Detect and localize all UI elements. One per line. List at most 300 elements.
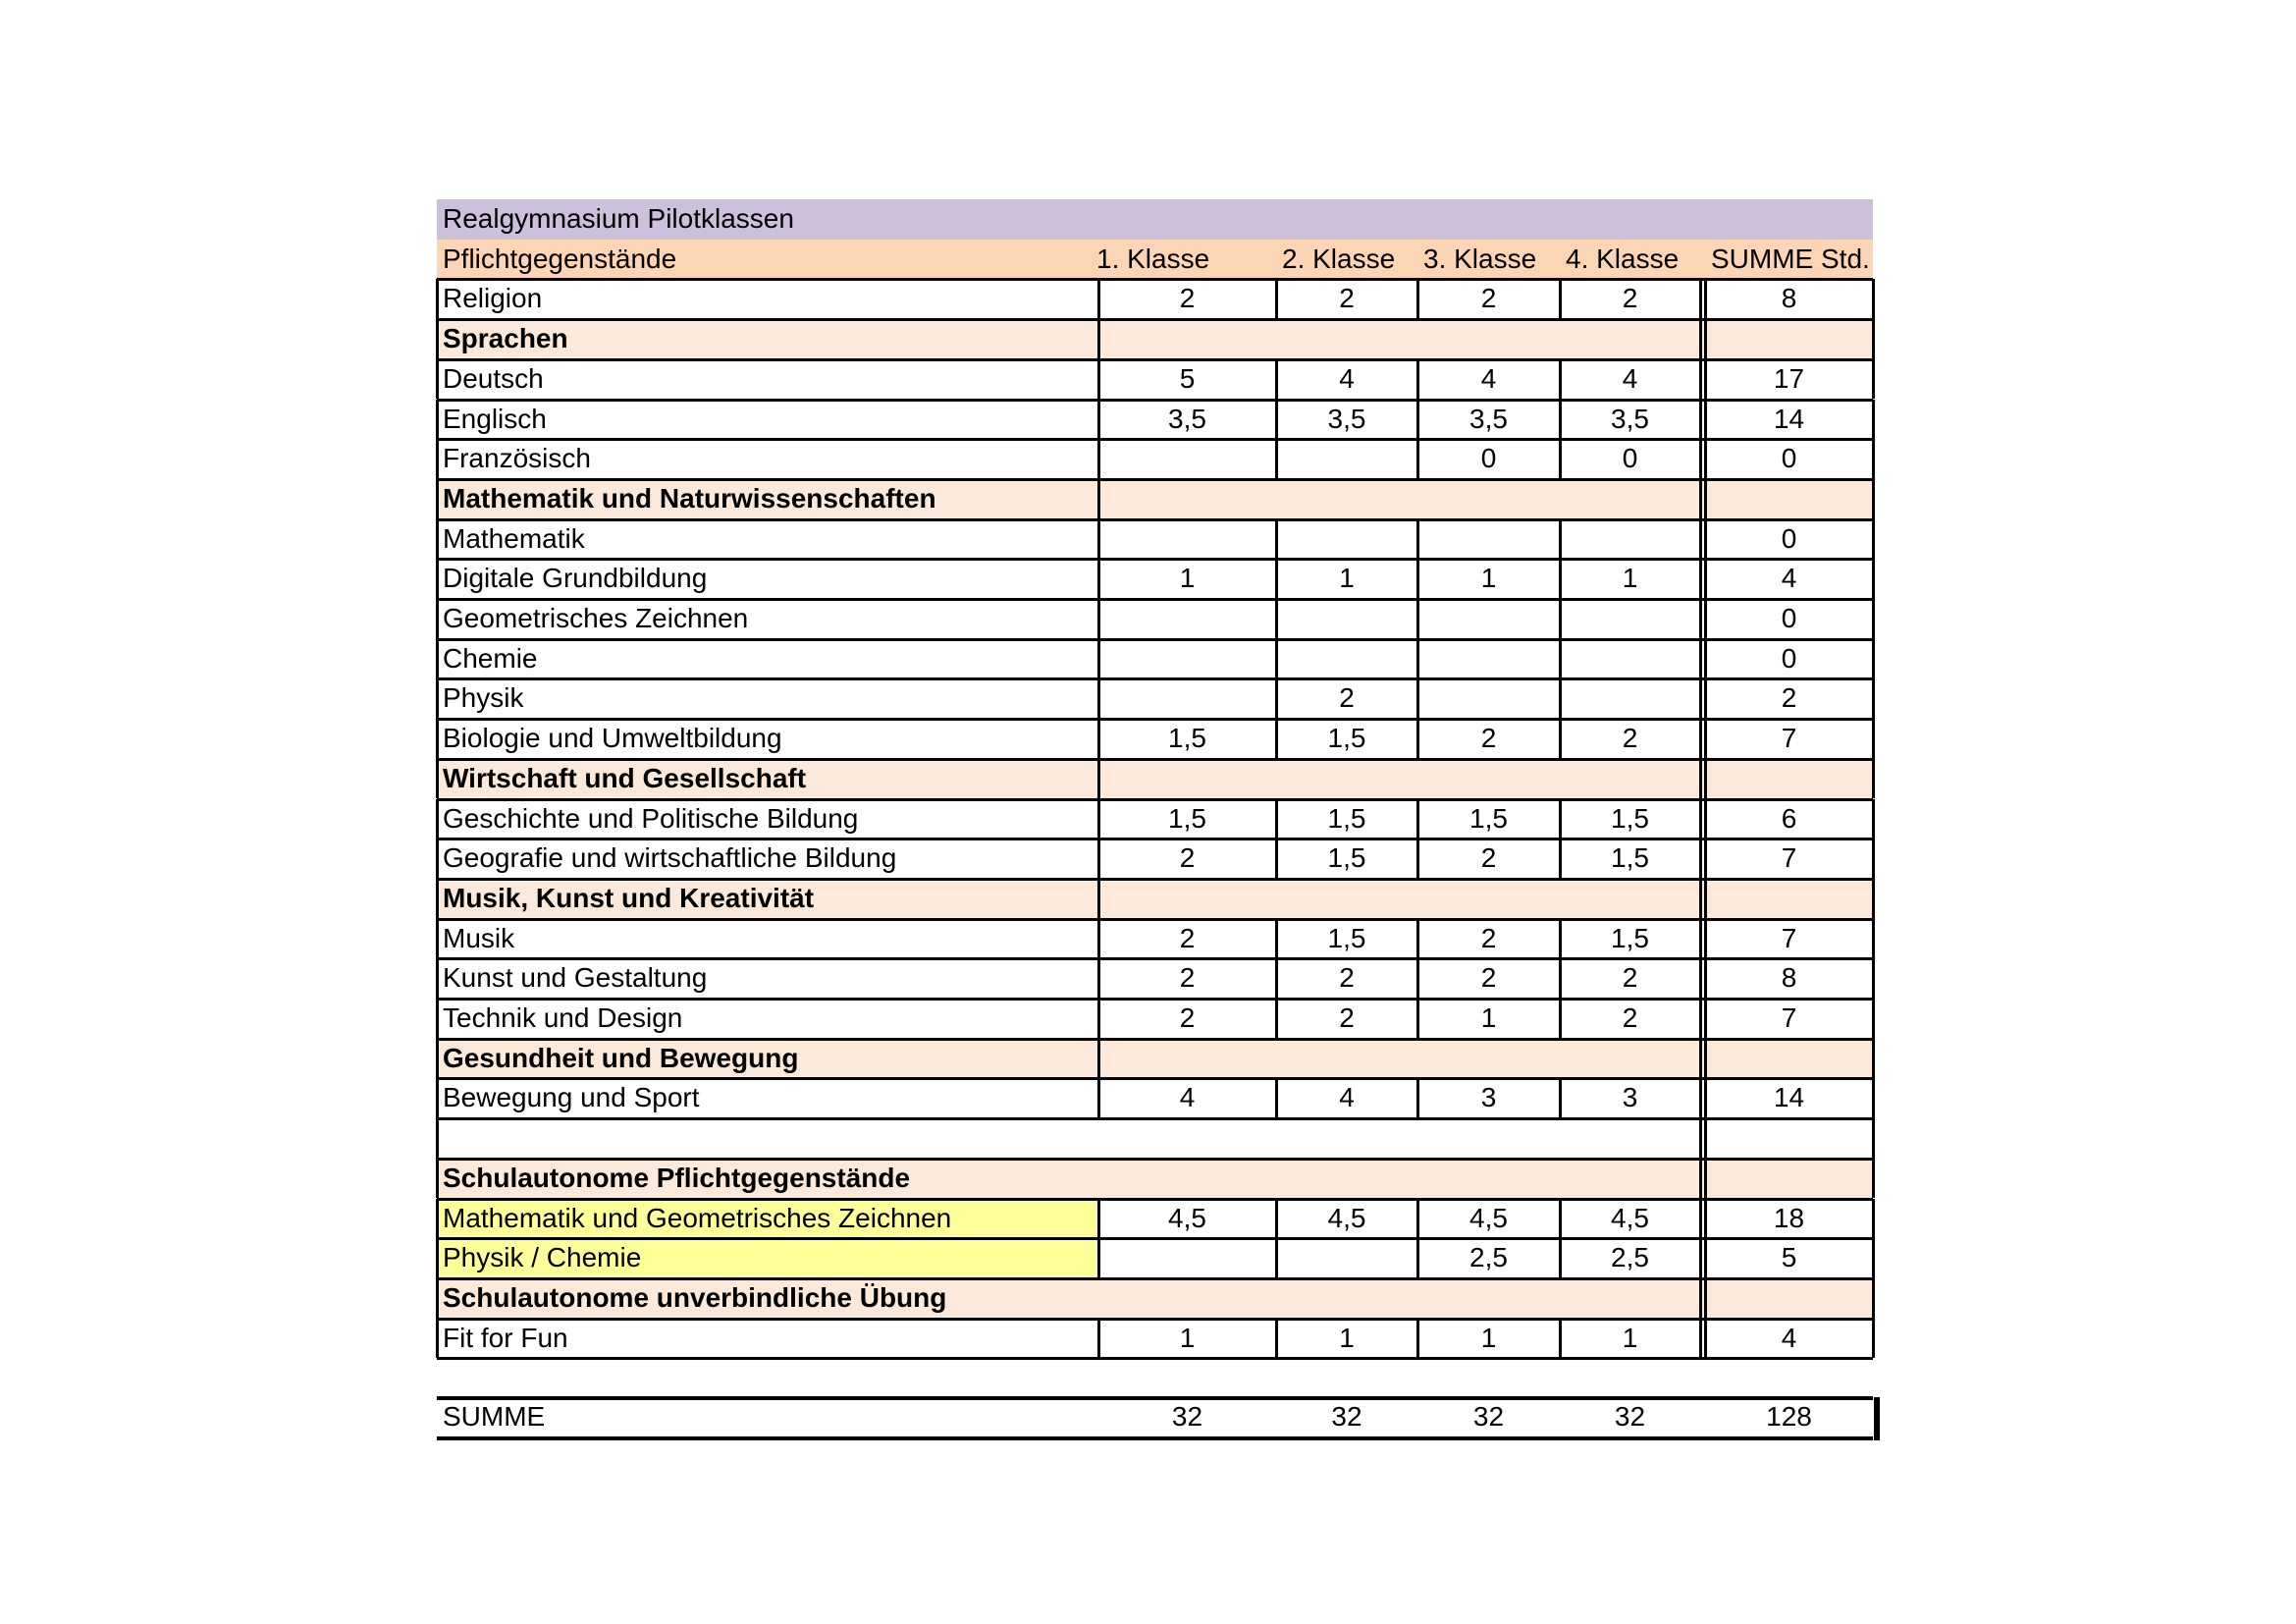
- grid-line: [436, 479, 439, 519]
- grid-line: [436, 759, 439, 799]
- hours-cell: 2: [1480, 723, 1497, 754]
- grid-line: [1097, 319, 1100, 359]
- hours-cell: 1: [1622, 563, 1638, 594]
- grid-line: [437, 1436, 1873, 1440]
- grid-line: [1559, 1238, 1562, 1278]
- hours-cell: 2: [1339, 1002, 1355, 1033]
- subject-label: Mathematik und Geometrisches Zeichnen: [443, 1202, 952, 1233]
- grid-line: [437, 1117, 1873, 1120]
- grid-line: [1704, 799, 1707, 839]
- subject-label: Musik: [443, 922, 515, 953]
- section-label: Schulautonome unverbindliche Übung: [443, 1281, 947, 1313]
- section-label: Sprachen: [443, 323, 568, 354]
- grid-line: [437, 438, 1873, 441]
- grid-line: [1559, 799, 1562, 839]
- grid-line: [1699, 759, 1702, 799]
- grid-line: [1275, 678, 1278, 719]
- sum-cell: 7: [1781, 922, 1797, 953]
- sum-cell: 17: [1773, 362, 1805, 394]
- grid-line: [1275, 400, 1278, 440]
- grid-line: [1704, 879, 1707, 919]
- grid-line: [1097, 359, 1100, 400]
- grid-line: [1704, 519, 1707, 560]
- grid-line: [1704, 1118, 1707, 1159]
- grid-line: [1097, 1199, 1100, 1239]
- grid-line: [436, 799, 439, 839]
- header-label: Pflichtgegenstände: [443, 243, 677, 274]
- total-label: SUMME: [443, 1401, 546, 1433]
- grid-line: [1704, 1199, 1707, 1239]
- grid-line: [1416, 839, 1419, 879]
- hours-cell: [1417, 639, 1560, 679]
- hours-cell: 2: [1480, 922, 1497, 953]
- subject-label: Kunst und Gestaltung: [443, 962, 708, 994]
- grid-line: [436, 1159, 439, 1199]
- grid-line: [1275, 1238, 1278, 1278]
- sum-cell: 0: [1781, 603, 1797, 633]
- grid-line: [436, 439, 439, 479]
- grid-line: [437, 278, 1873, 281]
- grid-line: [437, 399, 1873, 402]
- grid-line: [1699, 999, 1702, 1039]
- hours-cell: 1: [1339, 563, 1355, 594]
- grid-line: [1097, 519, 1100, 560]
- grid-line: [1699, 439, 1702, 479]
- hours-cell: 1: [1480, 563, 1497, 594]
- grid-line: [1275, 919, 1278, 959]
- grid-line: [1704, 639, 1707, 679]
- hours-cell: 2: [1480, 962, 1497, 994]
- grid-line: [1559, 559, 1562, 599]
- grid-line: [1699, 519, 1702, 560]
- subject-label: Geometrisches Zeichnen: [443, 603, 749, 633]
- grid-line: [1874, 1397, 1880, 1440]
- grid-line: [437, 478, 1873, 481]
- grid-line: [1872, 759, 1875, 799]
- grid-line: [1699, 639, 1702, 679]
- grid-line: [436, 678, 439, 719]
- grid-line: [1559, 279, 1562, 319]
- grid-line: [1416, 279, 1419, 319]
- total-sum-cell: 128: [1766, 1401, 1812, 1433]
- grid-line: [436, 559, 439, 599]
- hours-cell: 4: [1480, 362, 1497, 394]
- grid-line: [436, 719, 439, 759]
- subject-label: Englisch: [443, 403, 547, 434]
- grid-line: [437, 998, 1873, 1001]
- subject-label: Physik / Chemie: [443, 1242, 642, 1273]
- grid-line: [1872, 1199, 1875, 1239]
- grid-line: [436, 1039, 439, 1079]
- grid-line: [1704, 839, 1707, 879]
- grid-line: [1416, 359, 1419, 400]
- grid-line: [1097, 1039, 1100, 1079]
- grid-line: [1699, 919, 1702, 959]
- grid-line: [436, 599, 439, 639]
- hours-cell: 1,5: [1168, 723, 1206, 754]
- hours-cell: 2: [1622, 723, 1638, 754]
- section-label: Mathematik und Naturwissenschaften: [443, 482, 936, 514]
- grid-line: [1704, 1078, 1707, 1118]
- grid-line: [1699, 599, 1702, 639]
- grid-line: [436, 1118, 439, 1159]
- grid-line: [1275, 719, 1278, 759]
- grid-line: [437, 318, 1873, 321]
- grid-line: [437, 957, 1873, 960]
- grid-line: [436, 1078, 439, 1118]
- grid-line: [436, 999, 439, 1039]
- grid-line: [1559, 678, 1562, 719]
- sum-cell: 7: [1781, 723, 1797, 754]
- grid-line: [437, 1077, 1873, 1080]
- grid-line: [1275, 279, 1278, 319]
- grid-line: [1699, 1278, 1702, 1319]
- grid-line: [1872, 919, 1875, 959]
- grid-line: [1097, 1078, 1100, 1118]
- hours-cell: [1098, 678, 1276, 719]
- grid-line: [437, 1038, 1873, 1041]
- total-cell: 32: [1331, 1401, 1362, 1433]
- grid-line: [1699, 1319, 1702, 1359]
- sum-cell: 8: [1781, 283, 1797, 314]
- hours-cell: 1,5: [1327, 802, 1366, 834]
- hours-cell: 5: [1179, 362, 1196, 394]
- grid-line: [1275, 839, 1278, 879]
- grid-line: [1872, 958, 1875, 999]
- hours-cell: 1,5: [1611, 922, 1649, 953]
- hours-cell: [1417, 519, 1560, 560]
- grid-line: [1699, 958, 1702, 999]
- grid-line: [1416, 1078, 1419, 1118]
- hours-cell: [1417, 678, 1560, 719]
- hours-cell: [1276, 1238, 1417, 1278]
- grid-line: [1699, 279, 1702, 319]
- hours-cell: 4: [1622, 362, 1638, 394]
- grid-line: [1699, 359, 1702, 400]
- table-title: Realgymnasium Pilotklassen: [437, 199, 1873, 240]
- hours-cell: 1,5: [1327, 922, 1366, 953]
- hours-cell: 2: [1480, 283, 1497, 314]
- section-label: Musik, Kunst und Kreativität: [443, 882, 815, 913]
- grid-line: [436, 319, 439, 359]
- hours-cell: 1,5: [1327, 842, 1366, 874]
- hours-cell: 3,5: [1168, 403, 1206, 434]
- hours-cell: 1,5: [1469, 802, 1508, 834]
- grid-line: [1872, 559, 1875, 599]
- grid-line: [437, 638, 1873, 641]
- hours-cell: 3,5: [1327, 403, 1366, 434]
- grid-line: [1872, 1238, 1875, 1278]
- hours-cell: 1: [1179, 1322, 1196, 1353]
- hours-cell: [1098, 1238, 1276, 1278]
- grid-line: [437, 598, 1873, 601]
- grid-line: [1872, 279, 1875, 319]
- grid-line: [1872, 319, 1875, 359]
- hours-cell: 4: [1179, 1082, 1196, 1113]
- grid-line: [1275, 559, 1278, 599]
- grid-line: [1097, 919, 1100, 959]
- grid-line: [1872, 1039, 1875, 1079]
- grid-line: [1704, 319, 1707, 359]
- hours-cell: [1276, 599, 1417, 639]
- grid-line: [436, 919, 439, 959]
- hours-cell: [1560, 519, 1700, 560]
- grid-line: [1097, 719, 1100, 759]
- grid-line: [1097, 1319, 1100, 1359]
- hours-cell: 2: [1179, 922, 1196, 953]
- grid-line: [436, 519, 439, 560]
- grid-line: [1872, 439, 1875, 479]
- grid-line: [1559, 359, 1562, 400]
- grid-line: [436, 839, 439, 879]
- grid-line: [1416, 599, 1419, 639]
- hours-cell: 1,5: [1168, 802, 1206, 834]
- grid-line: [1559, 958, 1562, 999]
- total-cell: 32: [1171, 1401, 1203, 1433]
- grid-line: [1872, 479, 1875, 519]
- hours-cell: 2: [1339, 283, 1355, 314]
- grid-line: [1699, 678, 1702, 719]
- grid-line: [1872, 719, 1875, 759]
- grid-line: [1559, 639, 1562, 679]
- total-cell: 32: [1472, 1401, 1505, 1433]
- sum-cell: 0: [1781, 642, 1797, 674]
- grid-line: [1704, 678, 1707, 719]
- hours-cell: 2,5: [1611, 1242, 1649, 1273]
- grid-line: [1416, 799, 1419, 839]
- grid-line: [437, 838, 1873, 840]
- hours-cell: 3: [1480, 1082, 1497, 1113]
- grid-line: [1704, 559, 1707, 599]
- hours-cell: [1417, 599, 1560, 639]
- grid-line: [1416, 400, 1419, 440]
- grid-line: [437, 518, 1873, 521]
- section-label: Gesundheit und Bewegung: [443, 1042, 799, 1073]
- grid-line: [437, 878, 1873, 881]
- grid-line: [1097, 999, 1100, 1039]
- grid-line: [436, 400, 439, 440]
- grid-line: [1275, 999, 1278, 1039]
- hours-cell: 4: [1339, 362, 1355, 394]
- grid-line: [1559, 1199, 1562, 1239]
- grid-line: [436, 1199, 439, 1239]
- grid-line: [1097, 439, 1100, 479]
- column-header: 2. Klasse: [1282, 243, 1396, 274]
- grid-line: [1872, 359, 1875, 400]
- grid-line: [1704, 439, 1707, 479]
- grid-line: [1097, 1238, 1100, 1278]
- subject-label: Technik und Design: [443, 1002, 683, 1033]
- grid-line: [1275, 1199, 1278, 1239]
- grid-line: [436, 879, 439, 919]
- grid-line: [1872, 599, 1875, 639]
- grid-line: [437, 1198, 1873, 1201]
- grid-line: [1416, 719, 1419, 759]
- grid-line: [437, 677, 1873, 680]
- grid-line: [1704, 1039, 1707, 1079]
- grid-line: [1559, 999, 1562, 1039]
- hours-cell: 1,5: [1611, 842, 1649, 874]
- grid-line: [1559, 400, 1562, 440]
- grid-line: [1699, 799, 1702, 839]
- grid-line: [1699, 400, 1702, 440]
- hours-cell: 3: [1622, 1082, 1638, 1113]
- grid-line: [1275, 1319, 1278, 1359]
- sum-cell: 14: [1773, 403, 1805, 434]
- grid-line: [1704, 958, 1707, 999]
- hours-cell: [1098, 519, 1276, 560]
- hours-cell: [1276, 639, 1417, 679]
- hours-cell: 1: [1179, 563, 1196, 594]
- grid-line: [1704, 400, 1707, 440]
- grid-line: [436, 958, 439, 999]
- grid-line: [1704, 599, 1707, 639]
- hours-cell: 2: [1339, 682, 1355, 714]
- subject-label: Physik: [443, 682, 524, 714]
- subject-label: Geschichte und Politische Bildung: [443, 802, 859, 834]
- subject-label: Religion: [443, 283, 543, 314]
- grid-line: [437, 358, 1873, 361]
- grid-line: [1704, 359, 1707, 400]
- grid-line: [1699, 1238, 1702, 1278]
- subject-label: Französisch: [443, 443, 591, 474]
- grid-line: [1699, 319, 1702, 359]
- grid-line: [1275, 439, 1278, 479]
- grid-line: [1704, 279, 1707, 319]
- grid-line: [1699, 719, 1702, 759]
- grid-line: [1872, 799, 1875, 839]
- grid-line: [1097, 879, 1100, 919]
- grid-line: [437, 918, 1873, 921]
- column-header: SUMME Std.: [1711, 243, 1870, 274]
- column-header: 3. Klasse: [1423, 243, 1537, 274]
- hours-cell: 0: [1480, 443, 1497, 474]
- section-label: Schulautonome Pflichtgegenstände: [443, 1162, 911, 1193]
- grid-line: [1872, 879, 1875, 919]
- grid-line: [1704, 999, 1707, 1039]
- grid-line: [1704, 919, 1707, 959]
- hours-cell: 1,5: [1327, 723, 1366, 754]
- hours-cell: 1,5: [1611, 802, 1649, 834]
- section-label: Wirtschaft und Gesellschaft: [443, 762, 807, 793]
- grid-line: [1699, 1078, 1702, 1118]
- subject-label: Deutsch: [443, 362, 544, 394]
- grid-line: [1872, 1078, 1875, 1118]
- grid-line: [1097, 639, 1100, 679]
- grid-line: [1416, 1199, 1419, 1239]
- hours-cell: 2: [1480, 842, 1497, 874]
- grid-line: [1416, 1319, 1419, 1359]
- hours-cell: [1276, 519, 1417, 560]
- grid-line: [1699, 879, 1702, 919]
- hours-cell: 2: [1179, 1002, 1196, 1033]
- grid-line: [1559, 599, 1562, 639]
- grid-line: [1872, 678, 1875, 719]
- grid-line: [437, 1237, 1873, 1240]
- grid-line: [1559, 439, 1562, 479]
- hours-cell: [1098, 599, 1276, 639]
- grid-line: [1275, 1078, 1278, 1118]
- grid-line: [1275, 599, 1278, 639]
- hours-cell: 2: [1622, 962, 1638, 994]
- hours-cell: 2: [1622, 1002, 1638, 1033]
- subject-label: Digitale Grundbildung: [443, 563, 708, 594]
- grid-line: [437, 558, 1873, 561]
- grid-line: [1872, 519, 1875, 560]
- hours-cell: [1560, 599, 1700, 639]
- grid-line: [1872, 1159, 1875, 1199]
- grid-line: [1416, 919, 1419, 959]
- hours-cell: 4,5: [1168, 1202, 1206, 1233]
- grid-line: [1416, 999, 1419, 1039]
- grid-line: [1097, 559, 1100, 599]
- grid-line: [1416, 439, 1419, 479]
- grid-line: [1559, 1319, 1562, 1359]
- grid-line: [1704, 719, 1707, 759]
- total-cell: 32: [1614, 1401, 1646, 1433]
- grid-line: [1704, 1278, 1707, 1319]
- hours-cell: 2: [1622, 283, 1638, 314]
- grid-line: [437, 1318, 1873, 1321]
- hours-cell: 2,5: [1469, 1242, 1508, 1273]
- grid-line: [1699, 1039, 1702, 1079]
- grid-line: [1872, 839, 1875, 879]
- hours-cell: [1098, 639, 1276, 679]
- subject-label: Geografie und wirtschaftliche Bildung: [443, 842, 897, 874]
- hours-cell: [1276, 439, 1417, 479]
- grid-line: [1275, 359, 1278, 400]
- grid-line: [1416, 958, 1419, 999]
- grid-line: [1097, 599, 1100, 639]
- grid-line: [1559, 1078, 1562, 1118]
- sum-cell: 4: [1781, 563, 1797, 594]
- hours-cell: 2: [1179, 283, 1196, 314]
- grid-line: [1699, 1118, 1702, 1159]
- grid-line: [1097, 400, 1100, 440]
- subject-label: Fit for Fun: [443, 1322, 568, 1353]
- grid-line: [436, 1319, 439, 1359]
- sum-cell: 0: [1781, 443, 1797, 474]
- grid-line: [1559, 839, 1562, 879]
- grid-line: [436, 639, 439, 679]
- grid-line: [1872, 1319, 1875, 1359]
- subject-label: Mathematik: [443, 522, 585, 554]
- hours-cell: 3,5: [1469, 403, 1508, 434]
- hours-cell: [1560, 678, 1700, 719]
- grid-line: [1097, 759, 1100, 799]
- hours-cell: 1: [1622, 1322, 1638, 1353]
- hours-cell: 4: [1339, 1082, 1355, 1113]
- grid-line: [1559, 919, 1562, 959]
- column-header: 1. Klasse: [1096, 243, 1210, 274]
- grid-line: [1872, 400, 1875, 440]
- grid-line: [1704, 1238, 1707, 1278]
- grid-line: [437, 1158, 1873, 1161]
- sum-cell: 7: [1781, 1002, 1797, 1033]
- hours-cell: 2: [1339, 962, 1355, 994]
- grid-line: [1699, 839, 1702, 879]
- grid-line: [1275, 639, 1278, 679]
- grid-line: [437, 718, 1873, 721]
- hours-cell: 2: [1179, 842, 1196, 874]
- hours-cell: 1: [1339, 1322, 1355, 1353]
- grid-line: [1559, 719, 1562, 759]
- grid-line: [1275, 958, 1278, 999]
- grid-line: [437, 798, 1873, 801]
- grid-line: [1097, 958, 1100, 999]
- column-header: 4. Klasse: [1566, 243, 1680, 274]
- grid-line: [1872, 639, 1875, 679]
